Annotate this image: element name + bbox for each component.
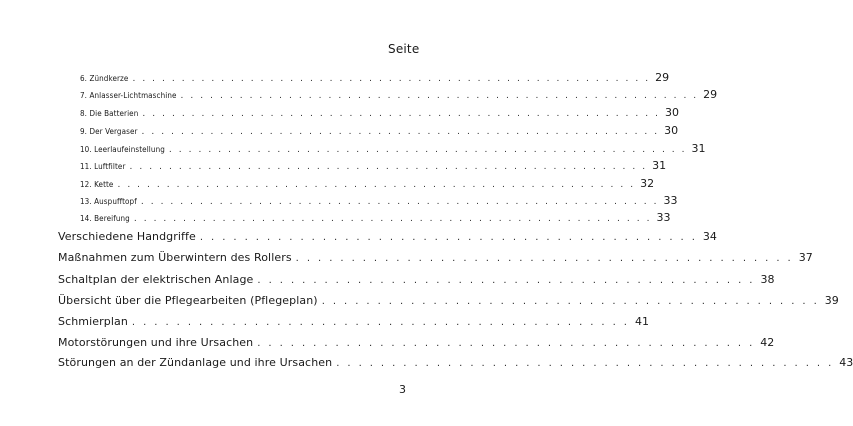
page-number: 3 (399, 383, 406, 396)
toc-entry-page: 33 (663, 194, 678, 207)
toc-entry-page: 39 (824, 294, 839, 307)
toc-entry (80, 142, 706, 158)
toc-entry-label: 7. Anlasser-Lichtmaschine (80, 91, 177, 100)
toc-entry-label: 11. Luftfilter (80, 162, 126, 171)
toc-entry (58, 336, 775, 352)
toc-entry-label: 9. Der Vergaser (80, 127, 138, 136)
toc-entry-label: Störungen an der Zündanlage und ihre Ursachen (58, 356, 333, 369)
dot-leader: ..................................................... (168, 145, 692, 155)
dot-leader: ..................................................... (133, 214, 657, 224)
toc-entry (80, 71, 670, 87)
dot-leader: ..................................................... (132, 74, 656, 84)
dot-leader: ..................................................... (140, 197, 664, 207)
toc-entry (58, 294, 839, 310)
toc-entry (58, 230, 717, 246)
dot-leader: ............................................. (295, 253, 799, 264)
dot-leader: ..................................................... (180, 91, 704, 101)
dot-leader: ............................................. (199, 232, 703, 243)
toc-entry-label: 10. Leerlaufeinstellung (80, 145, 165, 154)
toc-entry-label: Schaltplan der elektrischen Anlage (58, 273, 254, 286)
toc-entry-page: 43 (839, 356, 853, 369)
dot-leader: ............................................. (336, 358, 840, 369)
toc-entry-page: 41 (634, 315, 649, 328)
toc-entry-page: 33 (656, 211, 671, 224)
toc-entry (58, 251, 813, 267)
toc-entry-page: 31 (691, 142, 706, 155)
dot-leader: ..................................................... (141, 127, 665, 137)
toc-entry-page: 30 (665, 106, 679, 119)
toc-entry-page: 37 (798, 251, 813, 264)
toc-entry (80, 159, 667, 175)
dot-leader: ..................................................... (117, 180, 641, 190)
toc-entry (80, 211, 671, 227)
toc-entry-page: 34 (702, 230, 717, 243)
toc-entry (58, 273, 775, 289)
toc-entry-page: 30 (664, 124, 679, 137)
toc-entry-label: Maßnahmen zum Überwintern des Rollers (58, 251, 292, 264)
seite-column-header: Seite (388, 42, 420, 56)
dot-leader: ..................................................... (142, 109, 665, 119)
toc-entry-page: 29 (703, 88, 718, 101)
toc-entry (58, 356, 853, 372)
dot-leader: ............................................. (257, 338, 761, 349)
dot-leader: ............................................. (131, 317, 635, 328)
toc-entry-label: Übersicht über die Pflegearbeiten (Pflegeplan) (58, 294, 318, 307)
toc-entry-page: 42 (760, 336, 775, 349)
toc-entry-label: 12. Kette (80, 180, 114, 189)
dot-leader: ............................................. (257, 275, 761, 286)
toc-entry-page: 29 (655, 71, 670, 84)
toc-entry-page: 38 (760, 273, 775, 286)
toc-entry-page: 31 (652, 159, 667, 172)
toc-entry (80, 177, 655, 193)
toc-entry-label: 13. Auspufftopf (80, 197, 137, 206)
toc-entry-label: 6. Zündkerze (80, 74, 129, 83)
toc-entry (58, 315, 649, 331)
toc-entry (80, 88, 718, 104)
toc-entry-label: Schmierplan (58, 315, 128, 328)
dot-leader: ..................................................... (129, 162, 653, 172)
toc-entry (80, 106, 679, 122)
toc-entry (80, 124, 679, 140)
toc-entry-label: Verschiedene Handgriffe (58, 230, 196, 243)
toc-entry (80, 194, 678, 210)
toc-entry-label: 14. Bereifung (80, 214, 130, 223)
toc-entry-page: 32 (640, 177, 655, 190)
toc-entry-label: 8. Die Batterien (80, 109, 139, 118)
toc-entry-label: Motorstörungen und ihre Ursachen (58, 336, 254, 349)
dot-leader: ............................................. (321, 296, 825, 307)
